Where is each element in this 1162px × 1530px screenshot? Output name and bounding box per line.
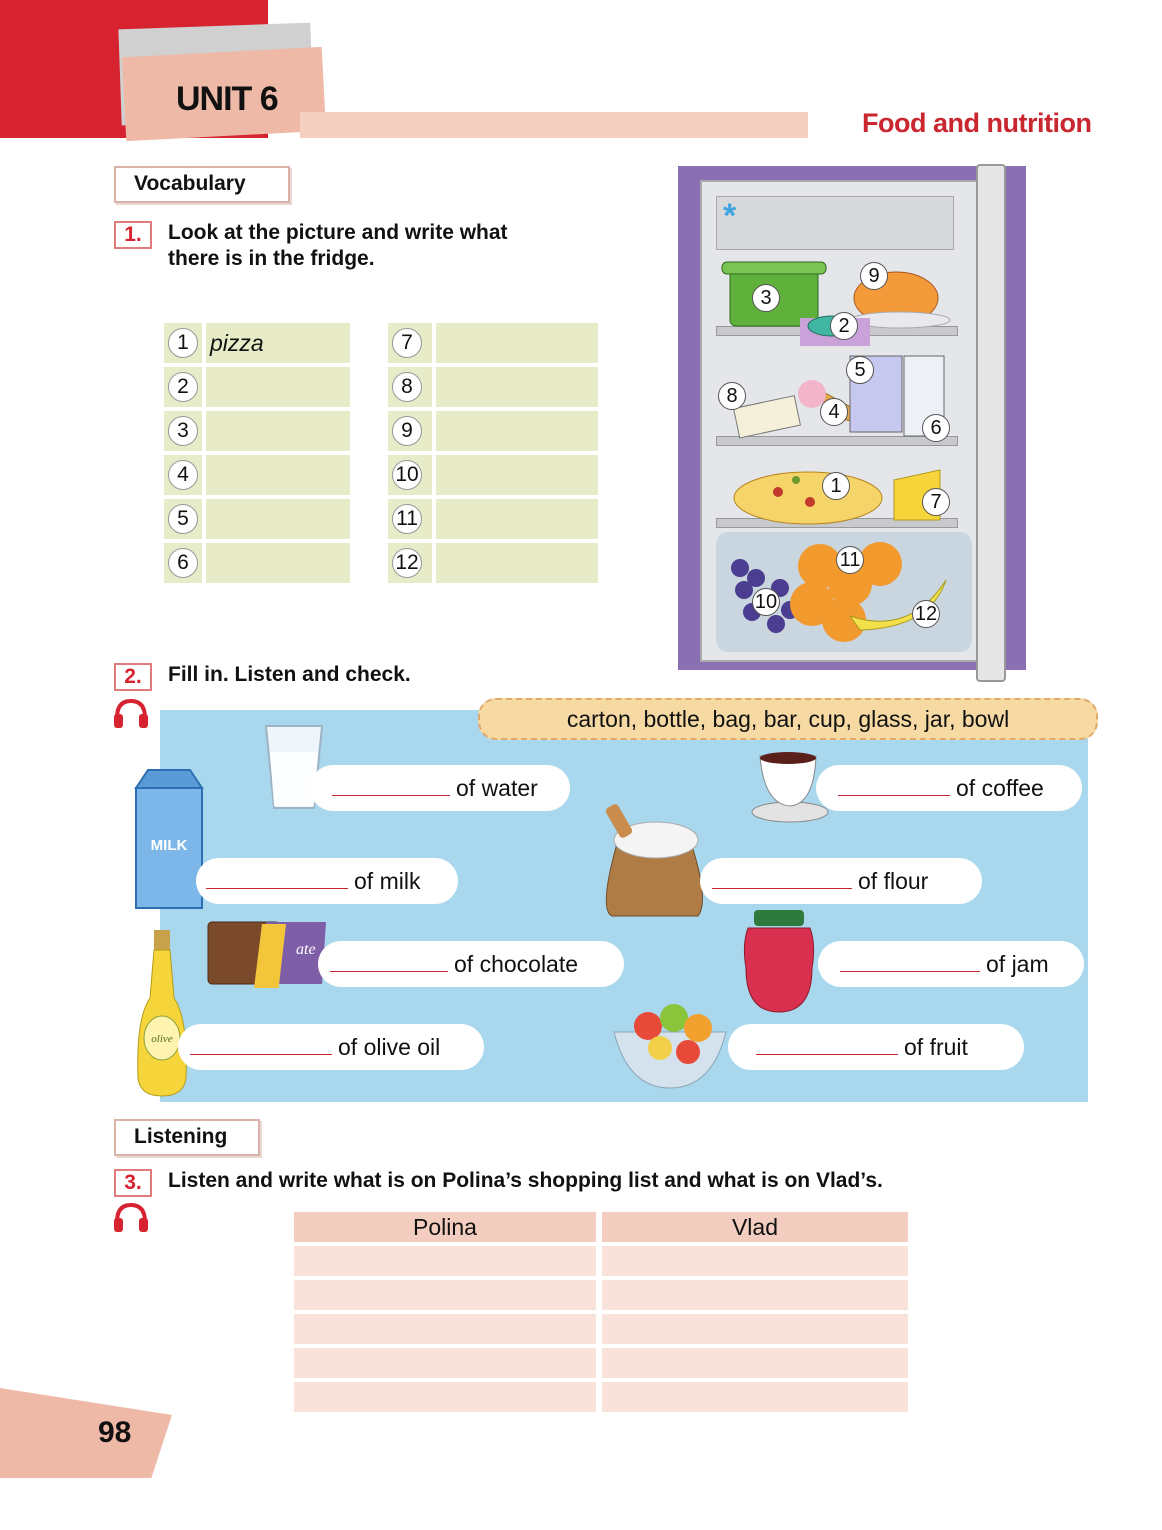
answer-number-cell <box>388 411 432 451</box>
section-tag-listening <box>114 1119 260 1156</box>
answer-number: 9 <box>392 416 422 446</box>
answer-number: 1 <box>168 328 198 358</box>
answer-column-left <box>164 323 350 587</box>
answer-field[interactable] <box>436 455 598 495</box>
blank-field[interactable] <box>840 947 980 972</box>
blank-field[interactable] <box>190 1030 332 1055</box>
phrase-text: of coffee <box>956 775 1044 801</box>
headphones-icon <box>112 698 150 730</box>
answer-number: 10 <box>392 460 422 490</box>
table-header-row <box>294 1212 908 1242</box>
table-cell[interactable] <box>602 1348 908 1378</box>
jam-phrase <box>818 941 1084 987</box>
word-bank: carton, bottle, bag, bar, cup, glass, jar, bowl <box>478 698 1098 740</box>
page-number-tab <box>0 1388 172 1478</box>
fruit-phrase <box>728 1024 1024 1070</box>
jar-of-jam-icon <box>742 908 816 1014</box>
answer-field[interactable] <box>436 367 598 407</box>
snowflake-icon: * <box>723 197 737 235</box>
chocolate-phrase <box>318 941 624 987</box>
answer-number-cell <box>388 543 432 583</box>
blank-field[interactable] <box>712 864 852 889</box>
blank-field[interactable] <box>838 771 950 796</box>
blank-field[interactable] <box>330 947 448 972</box>
answer-row <box>164 455 350 495</box>
fridge-marker: 6 <box>922 414 950 442</box>
fridge-marker: 11 <box>836 546 864 574</box>
headphones-icon <box>112 1202 150 1234</box>
table-cell[interactable] <box>602 1382 908 1412</box>
table-row <box>294 1246 908 1276</box>
answer-field[interactable] <box>206 455 350 495</box>
table-cell[interactable] <box>294 1246 596 1276</box>
phrase-text: of jam <box>986 951 1049 977</box>
milk-phrase <box>196 858 458 904</box>
answer-field[interactable] <box>436 499 598 539</box>
fridge-marker: 1 <box>822 472 850 500</box>
flour-phrase <box>700 858 982 904</box>
answer-column-right <box>388 323 598 587</box>
section-tag-vocabulary <box>114 166 290 203</box>
page-number: 98 <box>98 1416 132 1449</box>
bar-of-chocolate-icon <box>206 918 330 988</box>
exercise-instruction <box>168 220 508 272</box>
answer-row <box>388 499 598 539</box>
answer-field[interactable] <box>436 411 598 451</box>
column-header-polina: Polina <box>294 1212 596 1242</box>
exercise-number: 2. <box>114 663 152 691</box>
answer-field[interactable]: pizza <box>206 323 350 363</box>
fridge-marker: 5 <box>846 356 874 384</box>
table-row <box>294 1348 908 1378</box>
bowl-of-fruit-icon <box>608 990 732 1094</box>
table-cell[interactable] <box>602 1314 908 1344</box>
milk-carton-icon <box>134 768 204 910</box>
blank-field[interactable] <box>756 1030 898 1055</box>
answer-row <box>388 455 598 495</box>
answer-field[interactable] <box>436 543 598 583</box>
table-cell[interactable] <box>602 1246 908 1276</box>
answer-field[interactable] <box>206 367 350 407</box>
instruction-line: there is in the fridge. <box>168 247 375 270</box>
answer-row <box>388 367 598 407</box>
table-cell[interactable] <box>294 1382 596 1412</box>
answer-number-cell <box>388 455 432 495</box>
section-tag-label: Vocabulary <box>134 172 246 195</box>
exercise-number: 1. <box>114 221 152 249</box>
answer-number: 12 <box>392 548 422 578</box>
fridge-marker: 8 <box>718 382 746 410</box>
answer-row <box>388 543 598 583</box>
fridge-marker: 4 <box>820 398 848 426</box>
answer-number-cell <box>164 411 202 451</box>
fridge-marker: 2 <box>830 312 858 340</box>
table-cell[interactable] <box>294 1314 596 1344</box>
table-row <box>294 1382 908 1412</box>
answer-number-cell <box>164 455 202 495</box>
answer-number: 4 <box>168 460 198 490</box>
answer-field[interactable] <box>206 411 350 451</box>
chocolate-wrapper-label: ate <box>296 941 316 958</box>
phrase-text: of water <box>456 775 538 801</box>
answer-field[interactable] <box>206 499 350 539</box>
bottle-of-olive-oil-icon <box>134 928 190 1098</box>
section-tag-label: Listening <box>134 1125 228 1148</box>
phrase-text: of milk <box>354 868 421 894</box>
phrase-text: of fruit <box>904 1034 968 1060</box>
answer-number-cell <box>164 323 202 363</box>
column-header-vlad: Vlad <box>602 1212 908 1242</box>
table-cell[interactable] <box>294 1280 596 1310</box>
phrase-text: of flour <box>858 868 929 894</box>
answer-number-cell <box>164 499 202 539</box>
answer-number-cell <box>388 323 432 363</box>
phrase-text: of olive oil <box>338 1034 441 1060</box>
answer-number: 8 <box>392 372 422 402</box>
answer-field[interactable] <box>436 323 598 363</box>
answer-row <box>388 411 598 451</box>
header-bar <box>300 112 808 138</box>
exercise-instruction: Fill in. Listen and check. <box>168 663 411 686</box>
table-cell[interactable] <box>602 1280 908 1310</box>
coffee-phrase <box>816 765 1082 811</box>
answer-number-cell <box>164 543 202 583</box>
table-row <box>294 1314 908 1344</box>
olive-oil-label: olive <box>151 1033 173 1045</box>
bag-of-flour-icon <box>598 800 708 920</box>
water-phrase <box>310 765 570 811</box>
fridge-marker: 10 <box>752 588 780 616</box>
answer-number-cell <box>388 367 432 407</box>
table-row <box>294 1280 908 1310</box>
answer-number-cell <box>388 499 432 539</box>
answer-number: 2 <box>168 372 198 402</box>
phrase-text: of chocolate <box>454 951 579 977</box>
fridge-marker: 7 <box>922 488 950 516</box>
answer-row <box>164 499 350 539</box>
unit-topic: Food and nutrition <box>862 108 1092 138</box>
table-cell[interactable] <box>294 1348 596 1378</box>
blank-field[interactable] <box>206 864 348 889</box>
olive-oil-phrase <box>178 1024 484 1070</box>
blank-field[interactable] <box>332 771 450 796</box>
milk-label: MILK <box>150 837 188 854</box>
shopping-list-table <box>294 1212 908 1412</box>
answer-row <box>164 543 350 583</box>
exercise-instruction: Listen and write what is on Polina’s shopping list and what is on Vlad’s. <box>168 1169 883 1192</box>
answer-row <box>164 367 350 407</box>
answer-number: 7 <box>392 328 422 358</box>
answer-number: 3 <box>168 416 198 446</box>
answer-field[interactable] <box>206 543 350 583</box>
answer-number: 6 <box>168 548 198 578</box>
fridge-marker: 9 <box>860 262 888 290</box>
answer-number: 5 <box>168 504 198 534</box>
fridge-marker: 12 <box>912 600 940 628</box>
answer-number-cell <box>164 367 202 407</box>
answer-number: 11 <box>392 504 422 534</box>
fridge-marker: 3 <box>752 284 780 312</box>
answer-row <box>164 323 350 363</box>
exercise-number: 3. <box>114 1169 152 1197</box>
instruction-line: Look at the picture and write what <box>168 221 508 244</box>
answer-row <box>388 323 598 363</box>
answer-row <box>164 411 350 451</box>
unit-title: UNIT 6 <box>176 80 278 118</box>
